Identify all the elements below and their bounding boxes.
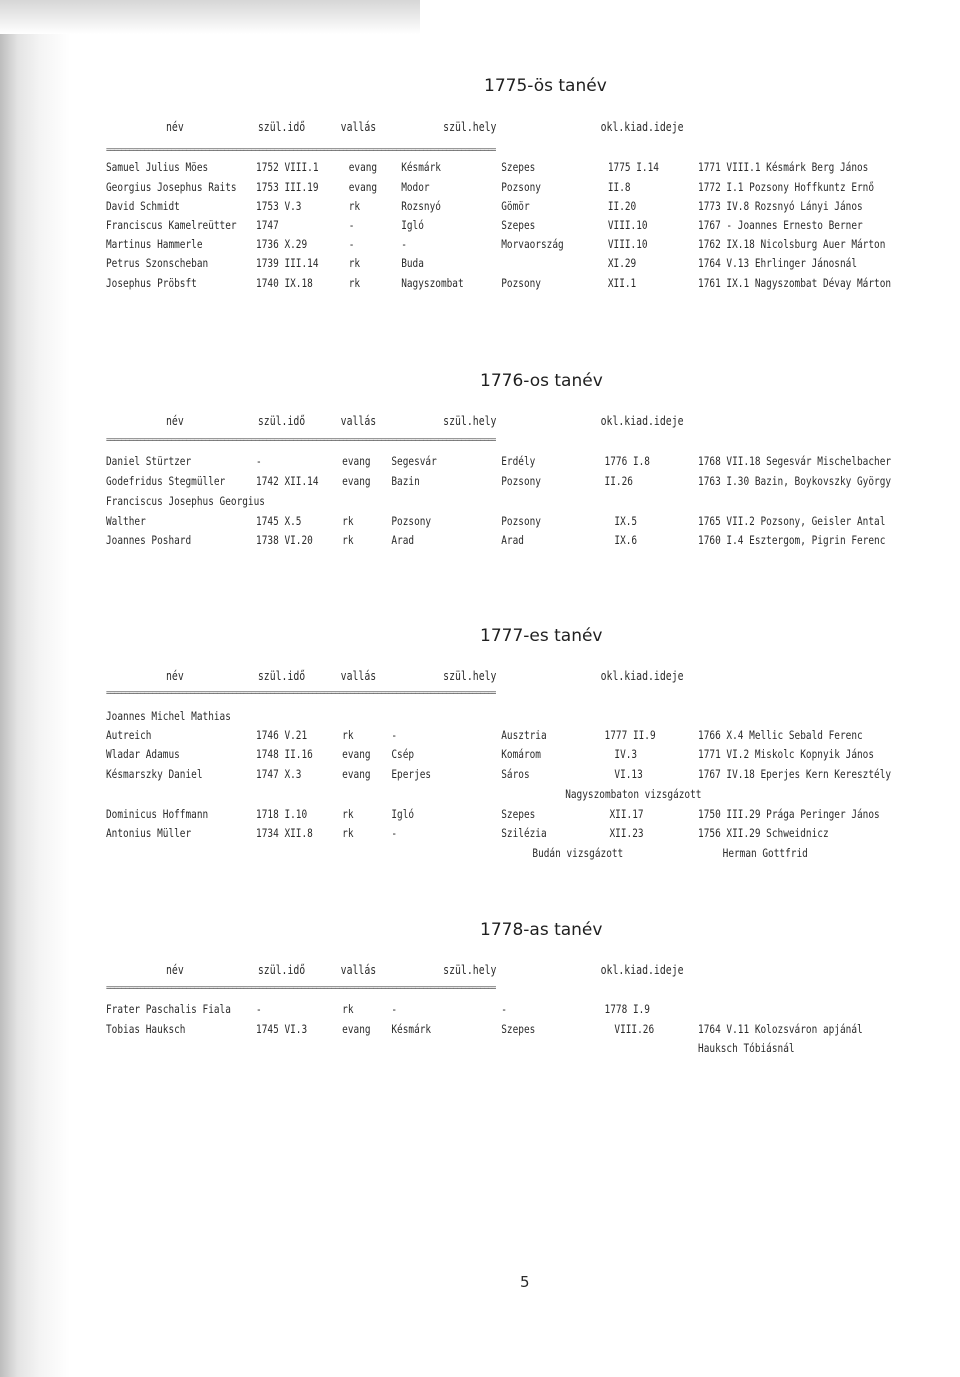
cell-nev: Godefridus Stegmüller	[106, 474, 226, 488]
cell-vallas: evang	[348, 180, 378, 194]
header-okl: okl.kiad.ideje	[600, 963, 684, 977]
cell-megj: 1764 V.11 Kolozsváron apjánál	[698, 1022, 863, 1036]
header-nev: név	[166, 120, 184, 134]
cell-vallas: -	[348, 218, 355, 232]
cell-megj: 1773 IV.8 Rozsnyó Lányi János	[698, 199, 863, 213]
scan-shadow-top	[0, 0, 420, 34]
cell-vallas: -	[348, 237, 355, 251]
cell-nev: Martinus Hammerle	[106, 237, 203, 251]
cell-szulhely: Bazin	[391, 474, 420, 488]
header-okl: okl.kiad.ideje	[600, 120, 684, 134]
cell-megj: 1772 I.1 Pozsony Hoffkuntz Ernő	[698, 180, 875, 194]
cell-nev: Walther	[106, 514, 146, 528]
cell-vallas: rk	[342, 807, 354, 821]
header-nev: név	[166, 414, 184, 428]
cell-nev: Késmarszky Daniel	[106, 767, 203, 781]
section-title: 1777-es tanév	[480, 626, 603, 646]
cell-megj: 1767 IV.18 Eperjes Kern Keresztély	[698, 767, 892, 781]
separator-line: ======================================================================================================	[106, 984, 496, 992]
header-szulido: szül.idő	[257, 669, 306, 683]
cell-vallas: evang	[342, 454, 371, 468]
cell-megj: 1768 VII.18 Segesvár Mischelbacher	[698, 454, 892, 468]
cell-okl: VI.13	[614, 767, 643, 781]
page-number: 5	[520, 1273, 530, 1291]
header-szulido: szül.idő	[257, 963, 306, 977]
cell-szulhely: Modor	[401, 180, 430, 194]
cell-szulido: 1742 XII.14	[256, 474, 319, 488]
cell-szulido: 1748 II.16	[256, 747, 313, 761]
cell-megj: 1766 X.4 Mellic Sebald Ferenc	[698, 728, 863, 742]
cell-vallas: rk	[342, 728, 354, 742]
cell-megye: Szepes	[501, 1022, 536, 1036]
cell-okl: 1775 I.14	[607, 160, 659, 174]
header-szulhely: szül.hely	[443, 963, 497, 977]
separator-line: ======================================================================================================	[106, 436, 496, 444]
cell-vallas: rk	[342, 826, 354, 840]
section-title: 1775-ös tanév	[484, 76, 607, 96]
cell-megye: Pozsony	[501, 474, 541, 488]
header-szulhely: szül.hely	[443, 120, 497, 134]
cell-megye: Szilézia	[501, 826, 547, 840]
header-szulhely: szül.hely	[443, 669, 497, 683]
scan-shadow-left	[0, 0, 70, 1377]
header-nev: név	[166, 963, 184, 977]
cell-okl: VIII.10	[607, 237, 648, 251]
cell-megj: 1762 IX.18 Nicolsburg Auer Márton	[698, 237, 886, 251]
cell-megye: Szepes	[501, 218, 536, 232]
cell-megj: 1761 IX.1 Nagyszombat Dévay Márton	[698, 276, 892, 290]
cell-szulido: -	[256, 1002, 262, 1016]
cell-vizsga-note: Budán vizsgázott	[532, 846, 624, 860]
cell-megye: Morvaország	[501, 237, 564, 251]
cell-megj: 1763 I.30 Bazin, Boykovszky György	[698, 474, 892, 488]
cell-okl: XII.17	[609, 807, 644, 821]
header-szulido: szül.idő	[257, 120, 306, 134]
cell-okl: XI.29	[607, 256, 637, 270]
cell-megye: Pozsony	[501, 276, 541, 290]
cell-szulhely: Arad	[391, 533, 415, 547]
cell-vallas: evang	[342, 1022, 371, 1036]
cell-vallas: rk	[342, 1002, 354, 1016]
cell-szulido: 1747	[256, 218, 279, 232]
section-title: 1778-as tanév	[480, 920, 603, 940]
header-szulido: szül.idő	[257, 414, 306, 428]
cell-szulido: 1753 V.3	[256, 199, 302, 213]
cell-nev: Autreich	[106, 728, 152, 742]
cell-okl: IX.6	[614, 533, 638, 547]
cell-szulido: 1745 VI.3	[256, 1022, 308, 1036]
cell-szulido: 1745 X.5	[256, 514, 302, 528]
cell-megj: Herman Gottfrid	[722, 846, 808, 860]
cell-vallas: rk	[348, 256, 361, 270]
cell-megye: Pozsony	[501, 180, 541, 194]
cell-megye: Szepes	[501, 807, 536, 821]
cell-megye: -	[501, 1002, 507, 1016]
cell-megye: Szepes	[501, 160, 536, 174]
cell-megye: Gömör	[501, 199, 530, 213]
cell-szulhely: Eperjes	[391, 767, 432, 781]
cell-vallas: rk	[348, 199, 361, 213]
cell-nev: Joannes Michel Mathias	[106, 709, 231, 723]
cell-szulhely: Igló	[401, 218, 424, 232]
cell-okl: VIII.10	[607, 218, 648, 232]
separator-line: ======================================================================================================	[106, 146, 496, 154]
header-vallas: vallás	[340, 963, 377, 977]
cell-megj: 1764 V.13 Ehrlinger Jánosnál	[698, 256, 858, 270]
cell-megye: Arad	[501, 533, 524, 547]
cell-megye: Erdély	[501, 454, 536, 468]
cell-nev: David Schmidt	[106, 199, 180, 213]
header-szulhely: szül.hely	[443, 414, 497, 428]
cell-szulhely: Csép	[391, 747, 415, 761]
cell-nev: Antonius Müller	[106, 826, 192, 840]
cell-okl: II.8	[607, 180, 631, 194]
cell-szulhely: -	[391, 1002, 398, 1016]
cell-megye: Pozsony	[501, 514, 541, 528]
cell-nev: Joannes Poshard	[106, 533, 192, 547]
cell-szulido: 1740 IX.18	[256, 276, 313, 290]
cell-vallas: evang	[342, 747, 371, 761]
cell-okl: XII.1	[607, 276, 637, 290]
cell-okl: II.26	[604, 474, 633, 488]
cell-szulido: 1739 III.14	[256, 256, 319, 270]
cell-szulhely: Buda	[401, 256, 424, 270]
cell-okl: 1777 II.9	[604, 728, 656, 742]
header-okl: okl.kiad.ideje	[600, 414, 684, 428]
cell-szulido: 1736 X.29	[256, 237, 308, 251]
cell-szulido: 1738 VI.20	[256, 533, 313, 547]
cell-megj: 1756 XII.29 Schweidnicz	[698, 826, 829, 840]
cell-szulido: 1734 XII.8	[256, 826, 313, 840]
cell-okl: IV.3	[614, 747, 638, 761]
cell-megj: 1771 VIII.1 Késmárk Berg János	[698, 160, 869, 174]
cell-szulhely: Pozsony	[391, 514, 432, 528]
cell-megj: Hauksch Tóbiásnál	[698, 1041, 795, 1055]
cell-nev: Tobias Hauksch	[106, 1022, 186, 1036]
cell-nev: Dominicus Hoffmann	[106, 807, 209, 821]
cell-nev: Daniel Stürtzer	[106, 454, 192, 468]
cell-okl: 1776 I.8	[604, 454, 650, 468]
header-vallas: vallás	[340, 120, 377, 134]
header-vallas: vallás	[340, 669, 377, 683]
cell-vallas: evang	[342, 474, 371, 488]
cell-szulido: -	[256, 454, 262, 468]
cell-megj: 1767 - Joannes Ernesto Berner	[698, 218, 863, 232]
cell-vallas: rk	[342, 514, 354, 528]
section-title: 1776-os tanév	[480, 371, 603, 391]
header-nev: név	[166, 669, 184, 683]
cell-szulhely: -	[401, 237, 407, 251]
cell-szulhely: Késmárk	[391, 1022, 432, 1036]
cell-szulhely: Igló	[391, 807, 415, 821]
cell-nev: Franciscus Josephus Georgius	[106, 494, 265, 508]
header-vallas: vallás	[340, 414, 377, 428]
cell-megj: 1760 I.4 Esztergom, Pigrin Ferenc	[698, 533, 886, 547]
cell-okl: XII.23	[609, 826, 644, 840]
cell-szulido: 1718 I.10	[256, 807, 308, 821]
cell-szulido: 1747 X.3	[256, 767, 302, 781]
cell-nev: Wladar Adamus	[106, 747, 180, 761]
cell-okl: II.20	[607, 199, 637, 213]
cell-megye: Ausztria	[501, 728, 547, 742]
cell-szulhely: -	[391, 728, 398, 742]
separator-line: ======================================================================================================	[106, 689, 496, 697]
cell-szulhely: Rozsnyó	[401, 199, 441, 213]
cell-szulido: 1753 III.19	[256, 180, 319, 194]
cell-vallas: rk	[348, 276, 361, 290]
cell-szulhely: Késmárk	[401, 160, 441, 174]
cell-vallas: evang	[348, 160, 378, 174]
cell-szulhely: Nagyszombat	[401, 276, 464, 290]
cell-megye: Komárom	[501, 747, 541, 761]
cell-okl: VIII.26	[614, 1022, 655, 1036]
cell-szulhely: Segesvár	[391, 454, 437, 468]
cell-megye: Sáros	[501, 767, 530, 781]
header-okl: okl.kiad.ideje	[600, 669, 684, 683]
cell-szulido: 1746 V.21	[256, 728, 308, 742]
cell-nev: Frater Paschalis Fiala	[106, 1002, 231, 1016]
cell-vizsga-note: Nagyszombaton vizsgázott	[565, 787, 702, 801]
cell-megj: 1750 III.29 Prága Peringer János	[698, 807, 880, 821]
cell-nev: Franciscus Kamelreütter	[106, 218, 237, 232]
cell-szulido: 1752 VIII.1	[256, 160, 319, 174]
cell-nev: Petrus Szonscheban	[106, 256, 209, 270]
cell-vallas: evang	[342, 767, 371, 781]
cell-szulhely: -	[391, 826, 398, 840]
cell-okl: IX.5	[614, 514, 638, 528]
cell-megj: 1771 VI.2 Miskolc Kopnyik János	[698, 747, 875, 761]
cell-nev: Josephus Pröbsft	[106, 276, 197, 290]
cell-nev: Georgius Josephus Raits	[106, 180, 237, 194]
cell-megj: 1765 VII.2 Pozsony, Geisler Antal	[698, 514, 886, 528]
cell-vallas: rk	[342, 533, 354, 547]
cell-nev: Samuel Julius Möes	[106, 160, 209, 174]
cell-okl: 1778 I.9	[604, 1002, 650, 1016]
